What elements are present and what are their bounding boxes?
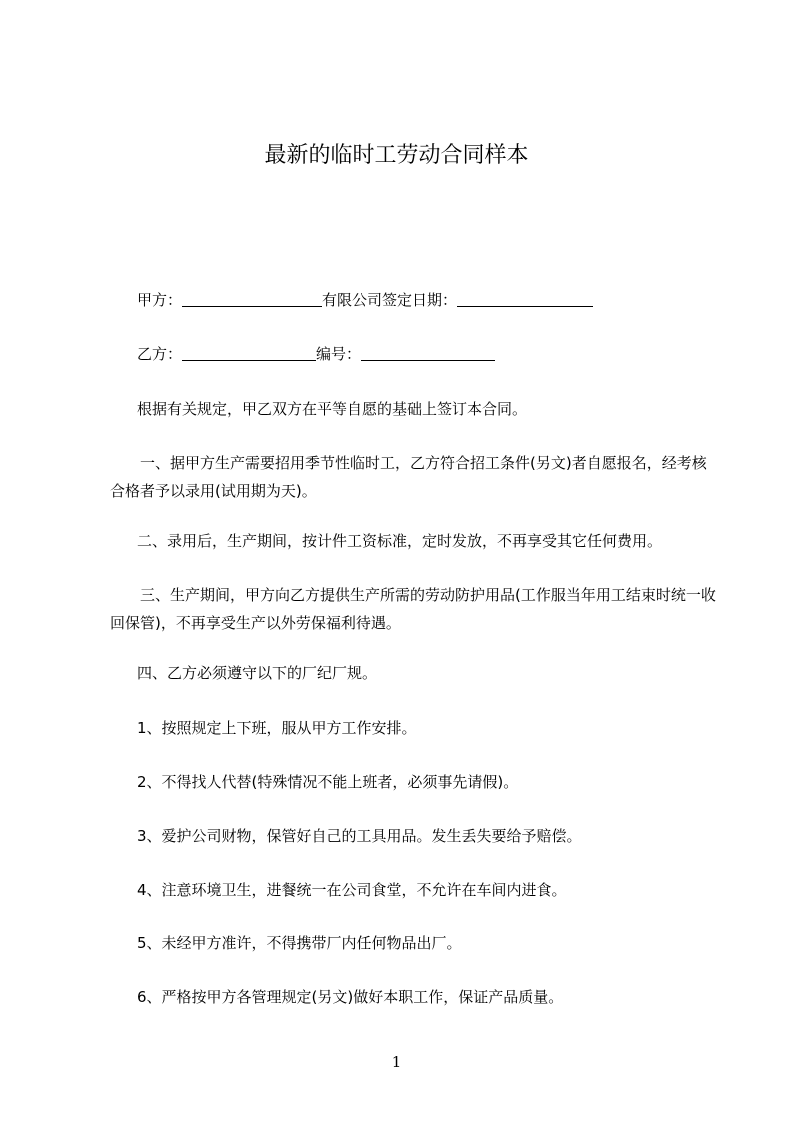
page-number: 1: [391, 1053, 402, 1071]
document-title: 最新的临时工劳动合同样本: [264, 143, 529, 168]
party-a-blank: [182, 290, 322, 307]
clause-4: 四、乙方必须遵守以下的厂纪厂规。: [137, 664, 378, 682]
rule-4: 4、注意环境卫生，进餐统一在公司食堂，不允许在车间内进食。: [137, 881, 567, 899]
party-b-blank: [182, 344, 316, 361]
number-blank: [361, 344, 495, 361]
party-b-line: [137, 340, 747, 368]
preamble: 根据有关规定，甲乙双方在平等自愿的基础上签订本合同。: [137, 400, 528, 418]
rule-2: 2、不得找人代替(特殊情况不能上班者，必须事先请假)。: [137, 773, 519, 791]
company-date-label: 有限公司签定日期：: [322, 291, 458, 309]
sign-date-blank: [457, 290, 593, 307]
clause-1: 一、据甲方生产需要招用季节性临时工，乙方符合招工条件(另文)者自愿报名，经考核合格者予以录用(试用期为天)。: [110, 454, 707, 500]
rule-6: 6、严格按甲方各管理规定(另文)做好本职工作，保证产品质量。: [137, 988, 564, 1006]
party-b-label: 乙方：: [137, 345, 183, 363]
clause-2: 二、录用后，生产期间，按计件工资标准，定时发放，不再享受其它任何费用。: [137, 532, 663, 550]
rule-1: 1、按照规定上下班，服从甲方工作安排。: [137, 719, 417, 737]
party-a-line: [137, 286, 747, 314]
number-label: 编号：: [316, 345, 362, 363]
rule-3: 3、爱护公司财物，保管好自己的工具用品。发生丢失要给予赔偿。: [137, 827, 582, 845]
rule-5: 5、未经甲方准许，不得携带厂内任何物品出厂。: [137, 934, 462, 952]
clause-3: 三、生产期间，甲方向乙方提供生产所需的劳动防护用品(工作服当年用工结束时统一收回保管)，不再享受生产以外劳保福利待遇。: [110, 586, 716, 632]
party-a-label: 甲方：: [137, 291, 183, 309]
